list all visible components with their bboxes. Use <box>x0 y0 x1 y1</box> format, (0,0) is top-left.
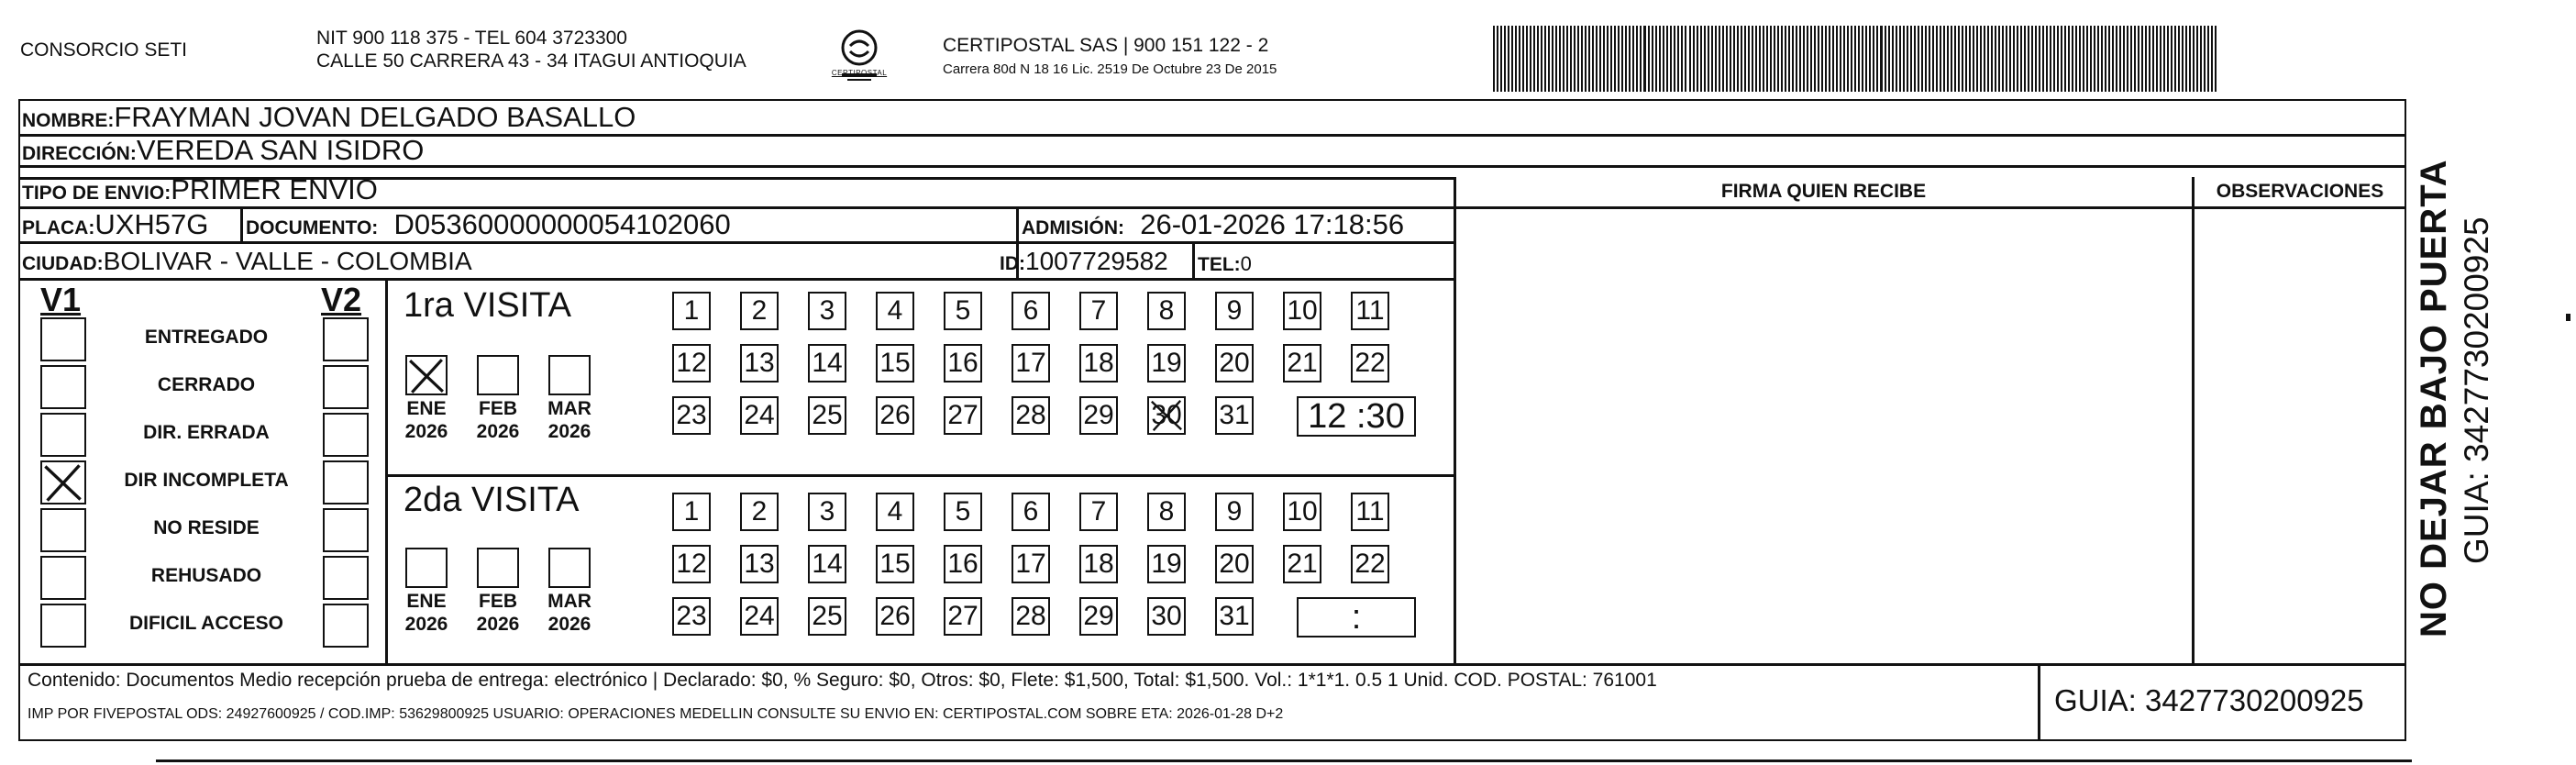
day-box[interactable]: 14 <box>808 545 846 583</box>
day-box[interactable]: 15 <box>876 545 914 583</box>
day-box[interactable]: 4 <box>876 292 914 330</box>
day-box[interactable]: 6 <box>1012 292 1050 330</box>
month-label: ENE 2026 <box>404 591 448 635</box>
day-box[interactable]: 11 <box>1351 292 1389 330</box>
day-box[interactable]: 26 <box>876 597 914 636</box>
day-box[interactable]: 29 <box>1079 396 1118 435</box>
day-box[interactable]: 21 <box>1283 344 1321 382</box>
day-box[interactable]: 23 <box>672 396 711 435</box>
nombre-value: FRAYMAN JOVAN DELGADO BASALLO <box>114 101 636 133</box>
day-box[interactable]: 28 <box>1012 597 1050 636</box>
day-box[interactable]: 24 <box>740 597 779 636</box>
status-label: NO RESIDE <box>153 517 260 538</box>
day-box[interactable]: 25 <box>808 396 846 435</box>
month-label: FEB 2026 <box>476 398 520 442</box>
v1-label: V1 <box>40 281 82 318</box>
firma-label: FIRMA QUIEN RECIBE <box>1720 181 1927 202</box>
day-box[interactable]: 19 <box>1147 545 1186 583</box>
tipo-value: PRIMER ENVIO <box>171 173 378 205</box>
v1-checkbox[interactable] <box>40 365 86 409</box>
day-box[interactable]: 4 <box>876 493 914 531</box>
month-label: FEB 2026 <box>476 591 520 635</box>
logo-text: CERTIPOSTAL <box>831 69 888 77</box>
day-box[interactable]: 27 <box>944 597 982 636</box>
day-box[interactable]: 1 <box>672 292 711 330</box>
footer-print-info: IMP POR FIVEPOSTAL ODS: 24927600925 / COD.IMP: 53629800925 USUARIO: OPERACIONES MEDELLIN CONSULTE SU ENVIO EN: CERTIPOSTAL.COM SOBRE ETA: 2026-01-28 D+2 <box>28 706 1284 722</box>
v1-checkbox[interactable] <box>40 413 86 457</box>
id-row: ID:1007729582 <box>1000 247 1168 275</box>
day-box[interactable]: 15 <box>876 344 914 382</box>
documento-row: DOCUMENTO: D05360000000054102060 <box>246 208 731 240</box>
visit-time-field[interactable]: 12 :30 <box>1297 396 1416 437</box>
day-box[interactable]: 11 <box>1351 493 1389 531</box>
footer-contents: Contenido: Documentos Medio recepción prueba de entrega: electrónico | Declarado: $0, % Seguro: $0, Otros: $0, Flete: $1,500, Total: $1,500. Vol.: 1*1*1. 0.5 1 Unid. COD. POSTAL: 761001 <box>28 670 1657 691</box>
day-box[interactable]: 10 <box>1283 292 1321 330</box>
day-box[interactable]: 29 <box>1079 597 1118 636</box>
carrier-line: CERTIPOSTAL SAS | 900 151 122 - 2 <box>943 35 1269 56</box>
day-box[interactable]: 31 <box>1215 396 1254 435</box>
day-box[interactable]: 8 <box>1147 292 1186 330</box>
month-label: MAR 2026 <box>547 398 591 442</box>
admision-row: ADMISIÓN: 26-01-2026 17:18:56 <box>1022 208 1405 240</box>
v1-checkbox[interactable] <box>40 508 86 552</box>
nombre-row: NOMBRE:FRAYMAN JOVAN DELGADO BASALLO <box>22 101 636 133</box>
v2-checkbox[interactable] <box>323 508 369 552</box>
day-box[interactable]: 3 <box>808 493 846 531</box>
tel-value: 0 <box>1240 252 1252 275</box>
warning-text: NO DEJAR BAJO PUERTA <box>2414 159 2454 638</box>
day-box[interactable]: 5 <box>944 493 982 531</box>
placa-row: PLACA:UXH57G <box>22 208 209 240</box>
address-line: CALLE 50 CARRERA 43 - 34 ITAGUI ANTIOQUIA <box>316 50 746 72</box>
month-checkbox[interactable] <box>405 548 448 588</box>
day-box[interactable]: 17 <box>1012 344 1050 382</box>
company-name: CONSORCIO SETI <box>20 39 188 61</box>
v2-checkbox[interactable] <box>323 460 369 504</box>
month-checkbox[interactable] <box>548 548 591 588</box>
day-box[interactable]: 30 <box>1147 597 1186 636</box>
ciudad-value: BOLIVAR - VALLE - COLOMBIA <box>103 247 472 275</box>
status-label: DIR. ERRADA <box>143 422 270 443</box>
day-box[interactable]: 12 <box>672 545 711 583</box>
v2-checkbox[interactable] <box>323 317 369 361</box>
day-box[interactable]: 12 <box>672 344 711 382</box>
day-box[interactable]: 24 <box>740 396 779 435</box>
ciudad-row: CIUDAD:BOLIVAR - VALLE - COLOMBIA <box>22 247 472 275</box>
status-label: REHUSADO <box>150 565 262 586</box>
month-label: MAR 2026 <box>547 591 591 635</box>
day-box[interactable]: 22 <box>1351 545 1389 583</box>
day-box[interactable]: 7 <box>1079 493 1118 531</box>
day-box[interactable]: 3 <box>808 292 846 330</box>
admision-value: 26-01-2026 17:18:56 <box>1140 208 1405 240</box>
certipostal-logo-icon <box>827 24 891 88</box>
day-box[interactable]: 18 <box>1079 545 1118 583</box>
placa-value: UXH57G <box>94 208 209 240</box>
day-box[interactable]: 27 <box>944 396 982 435</box>
v2-checkbox[interactable] <box>323 604 369 648</box>
day-box[interactable]: 10 <box>1283 493 1321 531</box>
direccion-row: DIRECCIÓN:VEREDA SAN ISIDRO <box>22 134 425 166</box>
v1-checkbox[interactable] <box>40 556 86 600</box>
observaciones-area[interactable] <box>2196 209 2404 661</box>
day-box[interactable]: 30 <box>1147 396 1186 435</box>
day-box[interactable]: 23 <box>672 597 711 636</box>
day-box[interactable]: 6 <box>1012 493 1050 531</box>
day-box[interactable]: 21 <box>1283 545 1321 583</box>
tel-row: TEL:0 <box>1198 252 1252 275</box>
carrier-address: Carrera 80d N 18 16 Lic. 2519 De Octubre 23 De 2015 <box>943 61 1277 77</box>
v2-checkbox[interactable] <box>323 413 369 457</box>
day-box[interactable]: 26 <box>876 396 914 435</box>
month-label: ENE 2026 <box>404 398 448 442</box>
v2-checkbox[interactable] <box>323 365 369 409</box>
month-checkbox[interactable] <box>477 548 519 588</box>
day-box[interactable]: 20 <box>1215 545 1254 583</box>
observaciones-label: OBSERVACIONES <box>2216 181 2384 202</box>
month-checkbox[interactable] <box>548 355 591 395</box>
nit-line: NIT 900 118 375 - TEL 604 3723300 <box>316 28 627 49</box>
second-visit-title: 2da VISITA <box>404 481 580 519</box>
day-box[interactable]: 7 <box>1079 292 1118 330</box>
day-box[interactable]: 16 <box>944 344 982 382</box>
status-label: DIFICIL ACCESO <box>128 613 283 634</box>
v2-checkbox[interactable] <box>323 556 369 600</box>
day-box[interactable]: 2 <box>740 493 779 531</box>
day-box[interactable]: 14 <box>808 344 846 382</box>
day-box[interactable]: 25 <box>808 597 846 636</box>
footer-guia: GUIA: 3427730200925 <box>2054 683 2364 717</box>
month-checkbox[interactable] <box>477 355 519 395</box>
day-box[interactable]: 22 <box>1351 344 1389 382</box>
bottom-rule <box>156 759 2412 762</box>
day-box[interactable]: 16 <box>944 545 982 583</box>
edge-mark <box>2566 314 2570 321</box>
side-guia: GUIA: 3427730200925 <box>2458 216 2495 564</box>
day-box[interactable]: 9 <box>1215 493 1254 531</box>
documento-value: D05360000000054102060 <box>393 208 731 240</box>
v1-checkbox[interactable] <box>40 460 86 504</box>
day-box[interactable]: 13 <box>740 545 779 583</box>
first-visit-title: 1ra VISITA <box>404 286 572 325</box>
status-label: ENTREGADO <box>144 327 269 348</box>
day-box[interactable]: 20 <box>1215 344 1254 382</box>
day-box[interactable]: 9 <box>1215 292 1254 330</box>
day-box[interactable]: 5 <box>944 292 982 330</box>
visit-time-field[interactable]: : <box>1297 597 1416 638</box>
direccion-value: VEREDA SAN ISIDRO <box>136 134 425 166</box>
v2-label: V2 <box>321 281 362 318</box>
status-label: CERRADO <box>157 374 256 395</box>
id-value: 1007729582 <box>1025 247 1168 275</box>
day-box[interactable]: 17 <box>1012 545 1050 583</box>
day-box[interactable]: 18 <box>1079 344 1118 382</box>
status-label: DIR INCOMPLETA <box>124 470 289 491</box>
barcode <box>1493 26 2227 92</box>
day-box[interactable]: 1 <box>672 493 711 531</box>
day-box[interactable]: 2 <box>740 292 779 330</box>
v1-checkbox[interactable] <box>40 604 86 648</box>
day-box[interactable]: 19 <box>1147 344 1186 382</box>
v1-checkbox[interactable] <box>40 317 86 361</box>
month-checkbox[interactable] <box>405 355 448 395</box>
signature-area[interactable] <box>1458 209 2189 661</box>
day-box[interactable]: 13 <box>740 344 779 382</box>
day-box[interactable]: 31 <box>1215 597 1254 636</box>
day-box[interactable]: 8 <box>1147 493 1186 531</box>
tipo-row: TIPO DE ENVIO:PRIMER ENVIO <box>22 173 378 205</box>
day-box[interactable]: 28 <box>1012 396 1050 435</box>
